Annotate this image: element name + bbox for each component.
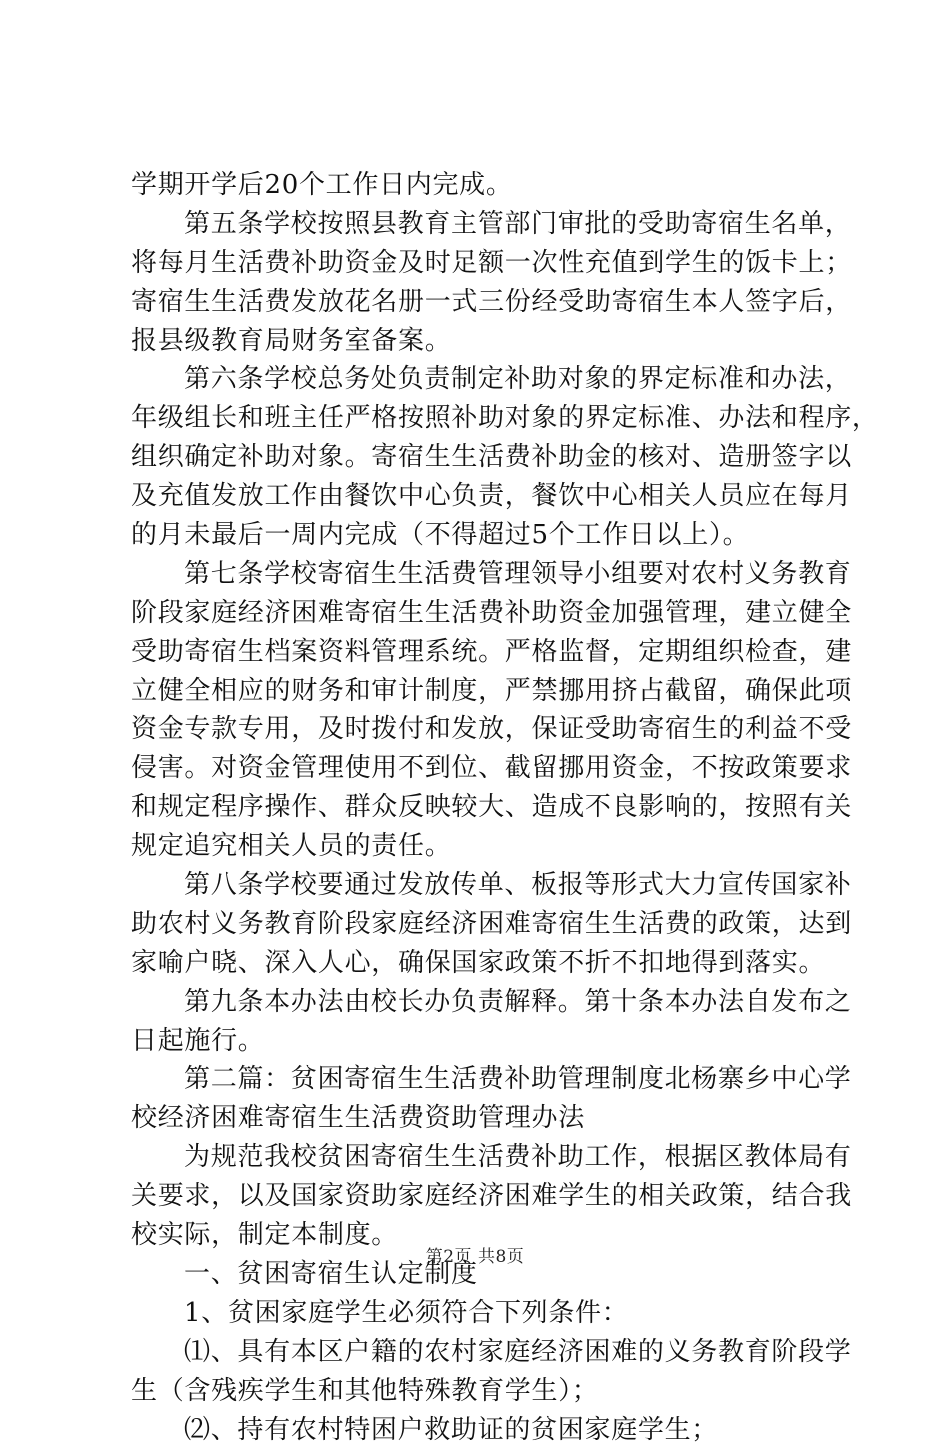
text-line: 1、贫困家庭学生必须符合下列条件： [131, 1294, 836, 1333]
text-line: 及充值发放工作由餐饮中心负责，餐饮中心相关人员应在每月 [131, 477, 836, 516]
text-line: 校实际，制定本制度。 [131, 1216, 836, 1255]
text-line: 的月未最后一周内完成（不得超过5个工作日以上）。 [131, 516, 836, 555]
text-line: 年级组长和班主任严格按照补助对象的界定标准、办法和程序， [131, 399, 836, 438]
text-line: 第九条本办法由校长办负责解释。第十条本办法自发布之 [131, 983, 836, 1022]
text-line: 关要求，以及国家资助家庭经济困难学生的相关政策，结合我 [131, 1177, 836, 1216]
text-line: 助农村义务教育阶段家庭经济困难寄宿生生活费的政策，达到 [131, 905, 836, 944]
text-line: 组织确定补助对象。寄宿生生活费补助金的核对、造册签字以 [131, 438, 836, 477]
text-line: 第二篇：贫困寄宿生生活费补助管理制度北杨寨乡中心学 [131, 1060, 836, 1099]
text-line: 寄宿生生活费发放花名册一式三份经受助寄宿生本人签字后， [131, 283, 836, 322]
text-line: 立健全相应的财务和审计制度，严禁挪用挤占截留，确保此项 [131, 672, 836, 711]
text-line: ⑴、具有本区户籍的农村家庭经济困难的义务教育阶段学 [131, 1333, 836, 1372]
text-line: 将每月生活费补助资金及时足额一次性充值到学生的饭卡上； [131, 244, 836, 283]
text-line: ⑵、持有农村特困户救助证的贫困家庭学生； [131, 1411, 836, 1449]
text-line: 第八条学校要通过发放传单、板报等形式大力宣传国家补 [131, 866, 836, 905]
text-line: 一、贫困寄宿生认定制度 [131, 1255, 836, 1294]
text-line: 和规定程序操作、群众反映较大、造成不良影响的，按照有关 [131, 788, 836, 827]
text-line: 阶段家庭经济困难寄宿生生活费补助资金加强管理，建立健全 [131, 594, 836, 633]
text-line: 学期开学后20个工作日内完成。 [131, 166, 836, 205]
text-line: 侵害。对资金管理使用不到位、截留挪用资金，不按政策要求 [131, 749, 836, 788]
text-line: 第七条学校寄宿生生活费管理领导小组要对农村义务教育 [131, 555, 836, 594]
text-line: 家喻户晓、深入人心，确保国家政策不折不扣地得到落实。 [131, 944, 836, 983]
text-line: 第五条学校按照县教育主管部门审批的受助寄宿生名单， [131, 205, 836, 244]
page-footer: 第2页 共8页 [0, 1242, 950, 1267]
text-line: 校经济困难寄宿生生活费资助管理办法 [131, 1099, 836, 1138]
text-line: 报县级教育局财务室备案。 [131, 322, 836, 361]
text-line: 生（含残疾学生和其他特殊教育学生）； [131, 1372, 836, 1411]
text-line: 受助寄宿生档案资料管理系统。严格监督，定期组织检查，建 [131, 633, 836, 672]
text-line: 资金专款专用，及时拨付和发放，保证受助寄宿生的利益不受 [131, 710, 836, 749]
text-line: 第六条学校总务处负责制定补助对象的界定标准和办法， [131, 360, 836, 399]
text-line: 规定追究相关人员的责任。 [131, 827, 836, 866]
text-line: 为规范我校贫困寄宿生生活费补助工作，根据区教体局有 [131, 1138, 836, 1177]
text-line: 日起施行。 [131, 1022, 836, 1061]
